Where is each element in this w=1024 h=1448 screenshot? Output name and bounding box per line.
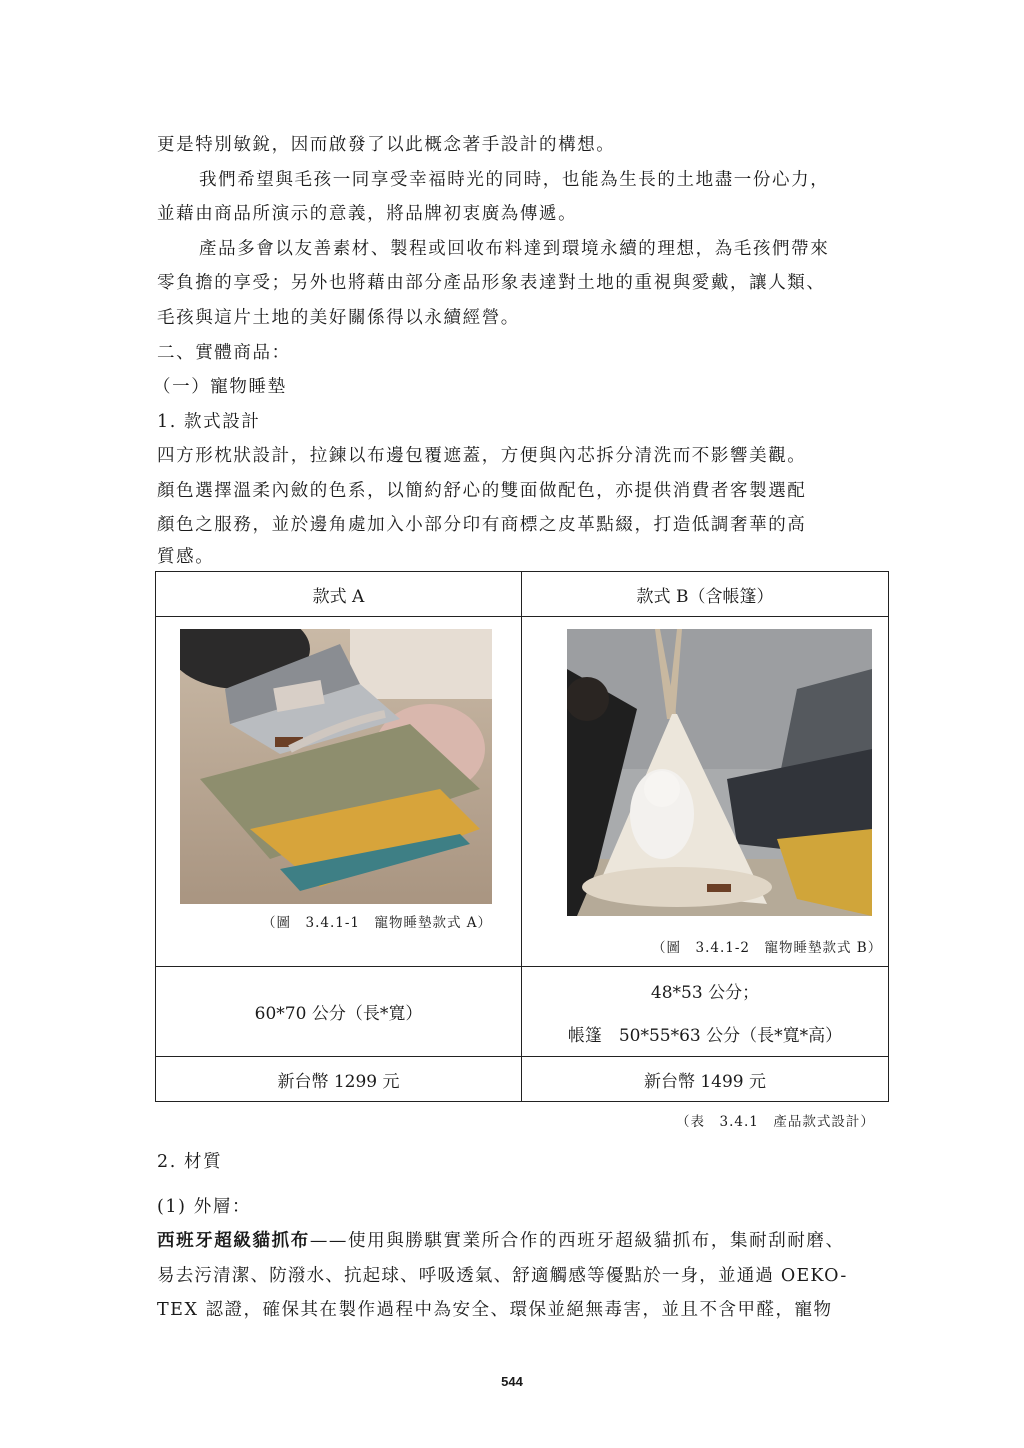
bold-term: 西班牙超級貓抓布	[157, 1231, 310, 1251]
paragraph-line: 易去污清潔、防潑水、抗起球、呼吸透氣、舒適觸感等優點於一身，並通過 OEKO-	[157, 1266, 848, 1286]
price-a: 新台幣 1299 元	[156, 1057, 522, 1102]
subsection-heading: （一）寵物睡墊	[153, 377, 287, 397]
item-heading: 1. 款式設計	[157, 412, 261, 432]
paragraph-line: 質感。	[157, 547, 215, 567]
table-header-style-b: 款式 B（含帳篷）	[522, 572, 889, 617]
figure-caption-b: （圖 3.4.1-2 寵物睡墊款式 B）	[652, 940, 883, 956]
size-b-cushion: 48*53 公分；	[650, 982, 760, 1003]
paragraph-line: 毛孩與這片土地的美好關係得以永續經營。	[157, 308, 520, 328]
paragraph-line: TEX 認證，確保其在製作過程中為安全、環保並絕無毒害，並且不含甲醛，寵物	[157, 1300, 833, 1320]
paragraph-line: 更是特別敏銳，因而啟發了以此概念著手設計的構想。	[157, 135, 616, 155]
materials-heading: 2. 材質	[157, 1152, 223, 1172]
photo-pet-cushion-style-b	[567, 629, 872, 916]
paragraph-line: 零負擔的享受；另外也將藉由部分產品形象表達對土地的重視與愛戴，讓人類、	[157, 273, 826, 293]
paragraph-line	[157, 1229, 877, 1253]
table-header-style-a: 款式 A	[156, 572, 522, 617]
paragraph-text: ——使用與勝騏實業所合作的西班牙超級貓抓布，集耐刮耐磨、	[309, 1231, 845, 1251]
product-spec-table	[155, 571, 889, 1102]
paragraph-line: 並藉由商品所演示的意義，將品牌初衷廣為傳遞。	[157, 204, 578, 224]
paragraph-line: 四方形枕狀設計，拉鍊以布邊包覆遮蓋，方便與內芯拆分清洗而不影響美觀。	[157, 446, 807, 466]
size-a: 60*70 公分（長*寬）	[156, 967, 522, 1057]
paragraph-line: 產品多會以友善素材、製程或回收布料達到環境永續的理想，為毛孩們帶來	[199, 239, 830, 259]
paragraph-line: 我們希望與毛孩一同享受幸福時光的同時，也能為生長的土地盡一份心力，	[199, 170, 830, 190]
paragraph-line: 顏色選擇溫柔內斂的色系，以簡約舒心的雙面做配色，亦提供消費者客製選配	[157, 481, 807, 501]
photo-cell-b	[522, 617, 889, 967]
price-b: 新台幣 1499 元	[522, 1057, 889, 1102]
photo-cell-a	[156, 617, 522, 967]
section-heading: 二、實體商品：	[157, 343, 291, 363]
materials-subheading: (1) 外層：	[157, 1197, 252, 1217]
size-b	[522, 967, 889, 1057]
photo-pet-cushion-style-a	[180, 629, 492, 904]
size-b-tent: 帳篷 50*55*63 公分（長*寬*高）	[567, 1025, 843, 1046]
table-caption: （表 3.4.1 產品款式設計）	[676, 1114, 875, 1130]
page-number: 544	[501, 1374, 523, 1389]
paragraph-line: 顏色之服務，並於邊角處加入小部分印有商標之皮革點綴，打造低調奢華的高	[157, 515, 807, 535]
figure-caption-a: （圖 3.4.1-1 寵物睡墊款式 A）	[262, 915, 493, 931]
